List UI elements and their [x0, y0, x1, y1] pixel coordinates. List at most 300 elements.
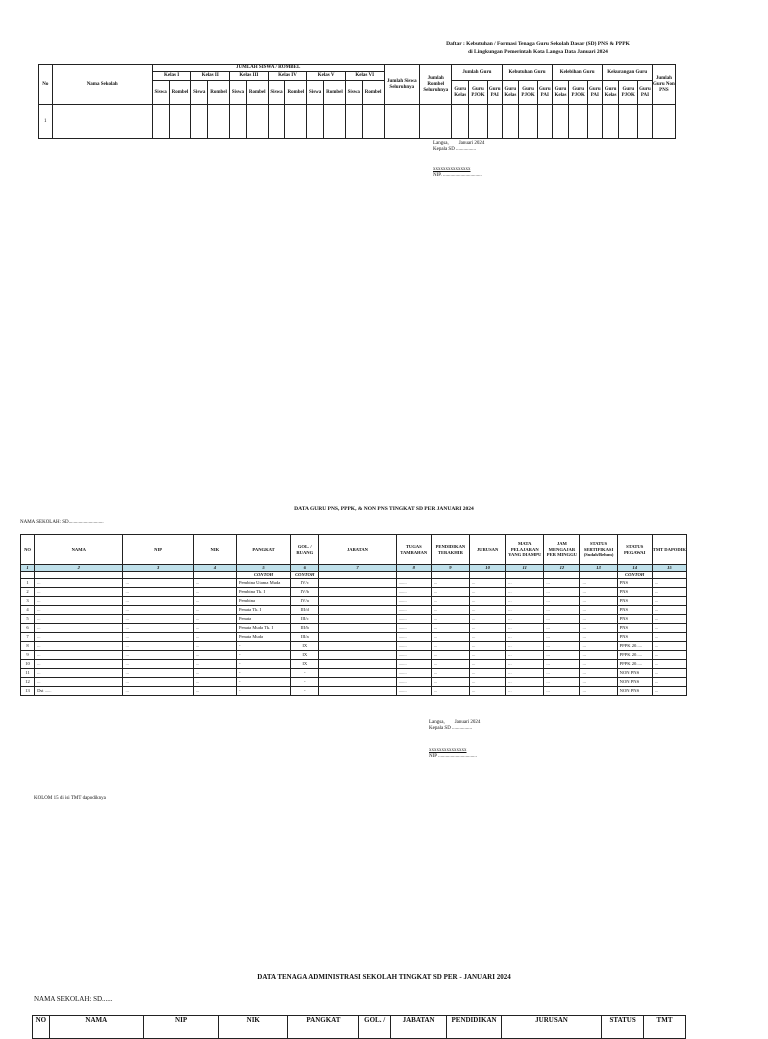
- table-row: [21, 642, 687, 651]
- doc1-header-siswa: Siswa: [230, 81, 247, 105]
- doc2-cell-sert: ...: [580, 687, 617, 696]
- doc2-cell-jam: ...: [544, 669, 580, 678]
- doc1-header-rombel: Rombel: [362, 81, 384, 105]
- doc1-header-guru-pjok: Guru PJOK: [619, 81, 638, 105]
- doc1-header-kelas: Kelas III: [230, 72, 269, 81]
- doc2-cell-no: 6: [21, 624, 35, 633]
- doc1-header-group: Kebutuhan Guru: [502, 65, 552, 81]
- doc2-cell-nama: ...: [35, 642, 123, 651]
- doc2-cell-jab: [319, 597, 396, 606]
- doc2-cell-tugas: .......: [396, 678, 431, 687]
- doc2-cell-mapel: ...: [506, 624, 544, 633]
- doc2-header-cell: NO: [21, 535, 35, 565]
- doc2-cell-nama: ...: [35, 633, 123, 642]
- doc1-header-siswa: Siswa: [307, 81, 324, 105]
- doc2-cell-no: 13: [21, 687, 35, 696]
- doc2-cell-status: PNS: [617, 588, 652, 597]
- doc2-cell-jur: ...: [469, 660, 505, 669]
- doc2-cell-gol: IX: [291, 660, 319, 669]
- doc1-header-jumlah-guru-non-pns: Jumlah Guru Non PNS: [652, 65, 675, 105]
- doc2-cell-jab: [319, 669, 396, 678]
- doc2-cell-nama: ...: [35, 579, 123, 588]
- doc2-cell-nama: ...: [35, 624, 123, 633]
- doc2-cell-sert: ...: [580, 660, 617, 669]
- doc2-cell-pangkat: -: [236, 660, 290, 669]
- doc2-contoh-label: CONTOH: [291, 572, 319, 579]
- doc2-cell-sert: ...: [580, 669, 617, 678]
- doc2-index-cell: 1: [21, 565, 35, 572]
- doc3-header-cell: NIK: [219, 1016, 288, 1039]
- doc2-cell-nip: ...: [123, 651, 193, 660]
- doc2-cell-tmt: ...: [652, 669, 686, 678]
- table-row: [21, 588, 687, 597]
- doc2-cell-nik: ...: [193, 633, 236, 642]
- doc2-cell-jur: ...: [469, 588, 505, 597]
- doc2-cell-jur: ...: [469, 615, 505, 624]
- doc2-cell-jur: ...: [469, 606, 505, 615]
- doc2-cell-gol: III/a: [291, 633, 319, 642]
- doc2-cell-pend: ...: [431, 669, 469, 678]
- doc2-cell-pangkat: Pembina Tk. I: [236, 588, 290, 597]
- doc2-cell-pangkat: Penata: [236, 615, 290, 624]
- doc2-cell-tmt: ...: [652, 588, 686, 597]
- doc2-header-cell: GOL. / RUANG: [291, 535, 319, 565]
- doc2-cell-tmt: ...: [652, 660, 686, 669]
- doc2-cell-pend: ...: [431, 651, 469, 660]
- doc2-sign-name: xxxxxxxxxxxxxxx: [429, 748, 467, 753]
- doc2-cell-gol: III/b: [291, 624, 319, 633]
- doc3-header-cell: PANGKAT: [288, 1016, 359, 1039]
- doc2-cell-jur: ...: [469, 642, 505, 651]
- doc2-cell-pangkat: -: [236, 669, 290, 678]
- doc1-header-jumlah-rombel: Jumlah Rombel Seluruhnya: [420, 65, 452, 105]
- doc2-contoh-label: CONTOH: [617, 572, 652, 579]
- doc2-cell-nip: ...: [123, 687, 193, 696]
- doc2-cell-jab: [319, 642, 396, 651]
- doc2-cell-gol: -: [291, 669, 319, 678]
- doc2-header-row: [21, 535, 687, 565]
- doc2-cell-jab: [319, 687, 396, 696]
- doc2-cell-pangkat: -: [236, 642, 290, 651]
- doc2-header-cell: TUGAS TAMBAHAN: [396, 535, 431, 565]
- doc2-cell-nama: ...: [35, 678, 123, 687]
- doc2-cell-pend: ...: [431, 597, 469, 606]
- doc1-header-guru-pai: Guru PAI: [537, 81, 552, 105]
- doc2-cell-nik: ...: [193, 615, 236, 624]
- doc2-index-cell: 14: [617, 565, 652, 572]
- doc2-cell-status: PNS: [617, 606, 652, 615]
- doc1-header-guru-pai: Guru PAI: [487, 81, 502, 105]
- doc2-cell-no: 7: [21, 633, 35, 642]
- doc2-cell-no: 5: [21, 615, 35, 624]
- doc2-cell-mapel: ...: [506, 615, 544, 624]
- doc2-cell-mapel: ...: [506, 669, 544, 678]
- doc2-cell-jab: [319, 588, 396, 597]
- doc1-header-group: Kelebihan Guru: [552, 65, 602, 81]
- doc2-cell-nik: ...: [193, 588, 236, 597]
- doc3-header-row: [33, 1016, 686, 1039]
- doc2-cell-nip: ...: [123, 633, 193, 642]
- doc2-cell-pangkat: Penata Muda Tk. I: [236, 624, 290, 633]
- doc2-cell-jam: ...: [544, 615, 580, 624]
- doc1-header-no: No: [39, 65, 53, 105]
- doc2-sign-place: Langsa, Januari 2024: [429, 720, 481, 725]
- doc2-cell-nik: ...: [193, 678, 236, 687]
- doc2-cell-nama: ...: [35, 615, 123, 624]
- doc1-header-kelas: Kelas VI: [345, 72, 384, 81]
- doc2-cell-status: PNS: [617, 624, 652, 633]
- doc2-cell-no: 4: [21, 606, 35, 615]
- doc2-header-cell: PANGKAT: [236, 535, 290, 565]
- doc2-cell-nip: ...: [123, 669, 193, 678]
- doc2-cell-tmt: ...: [652, 678, 686, 687]
- doc2-cell-pend: ...: [431, 642, 469, 651]
- doc2-header-cell: STATUS SERTIFIKASI (Sudah/Belum): [580, 535, 617, 565]
- doc2-table: [20, 534, 687, 696]
- doc2-cell-status: PNS: [617, 633, 652, 642]
- doc2-cell-nik: ...: [193, 669, 236, 678]
- doc1-header-nama-sekolah: Nama Sekolah: [52, 65, 152, 105]
- doc2-cell-sert: ...: [580, 606, 617, 615]
- doc2-cell-nama: ...: [35, 651, 123, 660]
- table-row: [21, 660, 687, 669]
- doc2-cell-jam: ...: [544, 660, 580, 669]
- doc2-cell-mapel: ...: [506, 588, 544, 597]
- doc2-cell-no: 11: [21, 669, 35, 678]
- doc2-cell-tugas: .......: [396, 651, 431, 660]
- doc3-header-cell: JABATAN: [390, 1016, 447, 1039]
- doc2-cell-status: PPPK 20.....: [617, 642, 652, 651]
- doc2-cell-pend: ...: [431, 588, 469, 597]
- doc2-cell-pend: ...: [431, 687, 469, 696]
- doc2-cell-jab: [319, 651, 396, 660]
- doc1-sign-role: Kepala SD ................: [433, 147, 477, 152]
- doc2-cell-status: PNS: [617, 579, 652, 588]
- doc2-cell-nip: ...: [123, 579, 193, 588]
- doc2-header-cell: NAMA: [35, 535, 123, 565]
- doc2-cell-nik: ...: [193, 687, 236, 696]
- doc2-cell-tmt: ...: [652, 651, 686, 660]
- doc1-header-guru-kelas: Guru Kelas: [552, 81, 569, 105]
- doc2-cell-nama: ...: [35, 660, 123, 669]
- doc1-data-row: [39, 105, 676, 139]
- doc2-cell-tmt: ...: [652, 687, 686, 696]
- doc3-header-cell: TMT: [644, 1016, 686, 1039]
- doc2-cell-nik: ...: [193, 660, 236, 669]
- doc2-cell-no: 9: [21, 651, 35, 660]
- doc2-signature: [429, 720, 480, 760]
- doc2-cell-tmt: ...: [652, 615, 686, 624]
- doc2-cell-jam: ...: [544, 687, 580, 696]
- doc2-cell-nama: ...: [35, 588, 123, 597]
- doc2-cell-nik: ...: [193, 606, 236, 615]
- doc2-cell-jur: ...: [469, 633, 505, 642]
- doc1-header-guru-kelas: Guru Kelas: [502, 81, 519, 105]
- doc2-header-cell: TMT DAPODIK: [652, 535, 686, 565]
- doc1-row-no: 1: [39, 105, 53, 139]
- doc2-cell-gol: IX: [291, 651, 319, 660]
- doc2-cell-gol: IV/c: [291, 579, 319, 588]
- doc2-cell-mapel: ...: [506, 579, 544, 588]
- doc2-cell-no: 12: [21, 678, 35, 687]
- doc2-cell-mapel: ...: [506, 660, 544, 669]
- table-row: [21, 606, 687, 615]
- doc1-header-kelas: Kelas II: [191, 72, 230, 81]
- doc1-header-guru-pai: Guru PAI: [638, 81, 653, 105]
- doc2-header-cell: STATUS PEGAWAI: [617, 535, 652, 565]
- doc2-cell-tugas: .......: [396, 624, 431, 633]
- doc2-cell-sert: ...: [580, 579, 617, 588]
- doc2-index-cell: 7: [319, 565, 396, 572]
- doc2-contoh-row: [21, 572, 687, 579]
- doc3-header-cell: STATUS: [602, 1016, 644, 1039]
- doc2-cell-pend: ...: [431, 633, 469, 642]
- doc2-cell-nip: ...: [123, 588, 193, 597]
- doc2-school-name: NAMA SEKOLAH: SD............................: [20, 520, 104, 525]
- doc1-sign-name: xxxxxxxxxxxxxxx: [433, 167, 471, 172]
- doc2-cell-sert: ...: [580, 615, 617, 624]
- doc2-cell-jab: [319, 615, 396, 624]
- doc2-contoh-label: CONTOH: [236, 572, 290, 579]
- doc2-index-cell: 13: [580, 565, 617, 572]
- doc2-cell-jab: [319, 633, 396, 642]
- doc2-cell-tmt: ...: [652, 624, 686, 633]
- doc1-header-siswa: Siswa: [191, 81, 208, 105]
- doc2-index-cell: 10: [469, 565, 505, 572]
- doc2-cell-status: NON PNS: [617, 678, 652, 687]
- doc2-cell-jur: ...: [469, 624, 505, 633]
- doc2-cell-jam: ...: [544, 624, 580, 633]
- doc1-header-siswa: Siswa: [152, 81, 169, 105]
- doc2-cell-jur: ...: [469, 678, 505, 687]
- doc2-cell-nama: ...: [35, 597, 123, 606]
- doc2-cell-jam: ...: [544, 651, 580, 660]
- doc3-header-cell: NO: [33, 1016, 50, 1039]
- doc2-cell-tugas: .......: [396, 669, 431, 678]
- doc1-header-kelas: Kelas IV: [268, 72, 307, 81]
- doc1-sign-nip: NIP. ...............................: [433, 173, 482, 178]
- doc1-table: [38, 64, 676, 139]
- doc2-cell-tugas: .......: [396, 615, 431, 624]
- doc2-cell-sert: ...: [580, 651, 617, 660]
- doc1-header-guru-kelas: Guru Kelas: [602, 81, 619, 105]
- doc1-header-rombel: Rombel: [208, 81, 230, 105]
- doc2-cell-tmt: ...: [652, 633, 686, 642]
- doc2-sign-role: Kepala SD ................: [429, 726, 473, 731]
- doc2-index-cell: 9: [431, 565, 469, 572]
- doc2-cell-status: PPPK 20.....: [617, 651, 652, 660]
- doc2-cell-status: PNS: [617, 615, 652, 624]
- doc2-cell-mapel: ...: [506, 678, 544, 687]
- doc2-cell-mapel: ...: [506, 597, 544, 606]
- table-row: [21, 624, 687, 633]
- doc2-cell-pangkat: -: [236, 651, 290, 660]
- doc2-cell-mapel: ...: [506, 633, 544, 642]
- doc2-cell-jur: ...: [469, 651, 505, 660]
- doc1-header-rombel: Rombel: [169, 81, 191, 105]
- doc2-cell-pend: ...: [431, 660, 469, 669]
- doc1-header-siswa: Siswa: [268, 81, 285, 105]
- doc2-cell-sert: ...: [580, 597, 617, 606]
- doc2-cell-jur: ...: [469, 687, 505, 696]
- doc2-header-cell: JABATAN: [319, 535, 396, 565]
- doc2-cell-jab: [319, 606, 396, 615]
- doc2-cell-pend: ...: [431, 579, 469, 588]
- doc2-cell-nip: ...: [123, 615, 193, 624]
- doc2-cell-pend: ...: [431, 624, 469, 633]
- doc2-cell-status: PNS: [617, 597, 652, 606]
- doc2-cell-pangkat: Penata Tk. I: [236, 606, 290, 615]
- doc2-cell-gol: IV/a: [291, 597, 319, 606]
- doc2-cell-pend: ...: [431, 615, 469, 624]
- doc2-cell-sert: ...: [580, 642, 617, 651]
- doc2-cell-mapel: ...: [506, 642, 544, 651]
- doc2-cell-gol: -: [291, 687, 319, 696]
- table-row: [21, 669, 687, 678]
- doc2-cell-nama: Dst ......: [35, 687, 123, 696]
- doc1-header-rombel: Rombel: [285, 81, 307, 105]
- doc2-index-cell: 15: [652, 565, 686, 572]
- doc2-cell-tugas: .......: [396, 597, 431, 606]
- doc2-header-cell: MATA PELAJARAN YANG DIAMPU: [506, 535, 544, 565]
- doc2-cell-tugas: .......: [396, 633, 431, 642]
- doc2-index-cell: 2: [35, 565, 123, 572]
- table-row: [21, 633, 687, 642]
- doc2-cell-pend: ...: [431, 678, 469, 687]
- doc2-cell-pend: ...: [431, 606, 469, 615]
- doc2-cell-tugas: .......: [396, 588, 431, 597]
- table-row: [21, 597, 687, 606]
- doc2-cell-jam: ...: [544, 678, 580, 687]
- doc2-sign-nip: NIP ...............................: [429, 754, 477, 759]
- table-row: [21, 687, 687, 696]
- doc1-header-group: Kekurangan Guru: [602, 65, 652, 81]
- table-row: [21, 579, 687, 588]
- doc3-school-name: NAMA SEKOLAH: SD......: [34, 995, 113, 1003]
- doc2-index-cell: 4: [193, 565, 236, 572]
- doc2-header-cell: NIP: [123, 535, 193, 565]
- doc2-cell-nik: ...: [193, 624, 236, 633]
- doc2-cell-nip: ...: [123, 642, 193, 651]
- doc2-cell-gol: IV/b: [291, 588, 319, 597]
- doc2-cell-mapel: ...: [506, 606, 544, 615]
- doc1-header-guru-kelas: Guru Kelas: [452, 81, 469, 105]
- doc1-title-line2: di Lingkungan Pemerintah Kota Langsa Data Januari 2024: [468, 49, 608, 55]
- doc2-cell-no: 2: [21, 588, 35, 597]
- doc2-cell-jab: [319, 579, 396, 588]
- doc2-cell-mapel: ...: [506, 687, 544, 696]
- doc2-cell-status: NON PNS: [617, 687, 652, 696]
- doc3-table: [32, 1015, 686, 1039]
- doc2-cell-tugas: .......: [396, 687, 431, 696]
- doc3-header-cell: PENDIDIKAN: [447, 1016, 501, 1039]
- doc1-header-guru-pjok: Guru PJOK: [569, 81, 588, 105]
- doc2-cell-jam: ...: [544, 597, 580, 606]
- doc2-header-cell: JAM MENGAJAR PER MINGGU: [544, 535, 580, 565]
- doc2-cell-nip: ...: [123, 597, 193, 606]
- doc3-header-cell: NIP: [143, 1016, 218, 1039]
- doc2-index-cell: 12: [544, 565, 580, 572]
- doc2-header-cell: JURUSAN: [469, 535, 505, 565]
- doc2-cell-tmt: ...: [652, 606, 686, 615]
- doc2-cell-jab: [319, 678, 396, 687]
- doc2-cell-gol: IX: [291, 642, 319, 651]
- doc2-cell-sert: ...: [580, 678, 617, 687]
- doc1-title-line1: Daftar : Kebutuhan / Formasi Tenaga Guru Sekolah Dasar (SD) PNS & PPPK: [446, 41, 630, 47]
- doc2-cell-tugas: .......: [396, 579, 431, 588]
- doc1-header-kelas: Kelas I: [152, 72, 191, 81]
- doc2-cell-nama: ...: [35, 606, 123, 615]
- doc2-index-cell: 6: [291, 565, 319, 572]
- doc1-header-guru-pai: Guru PAI: [588, 81, 603, 105]
- doc2-cell-jam: ...: [544, 633, 580, 642]
- doc3-header-cell: NAMA: [49, 1016, 143, 1039]
- doc2-cell-no: 1: [21, 579, 35, 588]
- doc2-cell-nama: ...: [35, 669, 123, 678]
- doc2-cell-nip: ...: [123, 660, 193, 669]
- doc1-header-jumlah-siswa-rombel: JUMLAH SISWA / ROMBEL: [152, 65, 384, 72]
- doc2-index-row: [21, 565, 687, 572]
- doc2-cell-mapel: ...: [506, 651, 544, 660]
- doc1-header-rombel: Rombel: [324, 81, 346, 105]
- doc2-cell-nip: ...: [123, 624, 193, 633]
- doc2-cell-gol: III/c: [291, 615, 319, 624]
- doc1-title: [428, 40, 648, 56]
- doc2-cell-tugas: .......: [396, 642, 431, 651]
- doc1-header-guru-pjok: Guru PJOK: [469, 81, 488, 105]
- doc2-cell-jur: ...: [469, 669, 505, 678]
- doc2-header-cell: PENDIDIKAN TERAKHIR: [431, 535, 469, 565]
- doc2-cell-no: 8: [21, 642, 35, 651]
- doc1-header-siswa: Siswa: [345, 81, 362, 105]
- doc2-cell-tugas: .......: [396, 660, 431, 669]
- doc3-header-cell: GOL. /: [359, 1016, 390, 1039]
- doc2-cell-pangkat: -: [236, 678, 290, 687]
- doc2-cell-pangkat: Pembina: [236, 597, 290, 606]
- doc2-cell-sert: ...: [580, 588, 617, 597]
- doc1-sign-place: Langsa, Januari 2024: [433, 141, 485, 146]
- doc2-cell-nik: ...: [193, 579, 236, 588]
- doc2-header-cell: NIK: [193, 535, 236, 565]
- doc2-index-cell: 5: [236, 565, 290, 572]
- doc1-header-kelas: Kelas V: [307, 72, 346, 81]
- doc2-cell-pangkat: Pembina Utama Muda: [236, 579, 290, 588]
- doc2-cell-no: 3: [21, 597, 35, 606]
- doc2-cell-jam: ...: [544, 642, 580, 651]
- doc2-cell-nip: ...: [123, 606, 193, 615]
- doc2-title: DATA GURU PNS, PPPK, & NON PNS TINGKAT SD PER JANUARI 2024: [294, 506, 474, 512]
- doc2-cell-jam: ...: [544, 588, 580, 597]
- doc2-cell-jam: ...: [544, 606, 580, 615]
- doc2-index-cell: 3: [123, 565, 193, 572]
- doc2-cell-gol: III/d: [291, 606, 319, 615]
- doc2-cell-gol: -: [291, 678, 319, 687]
- doc2-cell-tmt: ...: [652, 579, 686, 588]
- doc2-cell-jab: [319, 624, 396, 633]
- doc2-cell-nik: ...: [193, 597, 236, 606]
- doc2-cell-sert: ...: [580, 633, 617, 642]
- doc2-cell-pangkat: Penata Muda: [236, 633, 290, 642]
- doc2-cell-nip: ...: [123, 678, 193, 687]
- doc1-header-group: Jumlah Guru: [452, 65, 502, 81]
- doc2-cell-jab: [319, 660, 396, 669]
- doc2-cell-pangkat: -: [236, 687, 290, 696]
- doc1-signature: [433, 141, 484, 179]
- doc2-cell-jam: ...: [544, 579, 580, 588]
- doc2-index-cell: 8: [396, 565, 431, 572]
- doc2-cell-tmt: ...: [652, 642, 686, 651]
- doc2-cell-status: PPPK 20.....: [617, 660, 652, 669]
